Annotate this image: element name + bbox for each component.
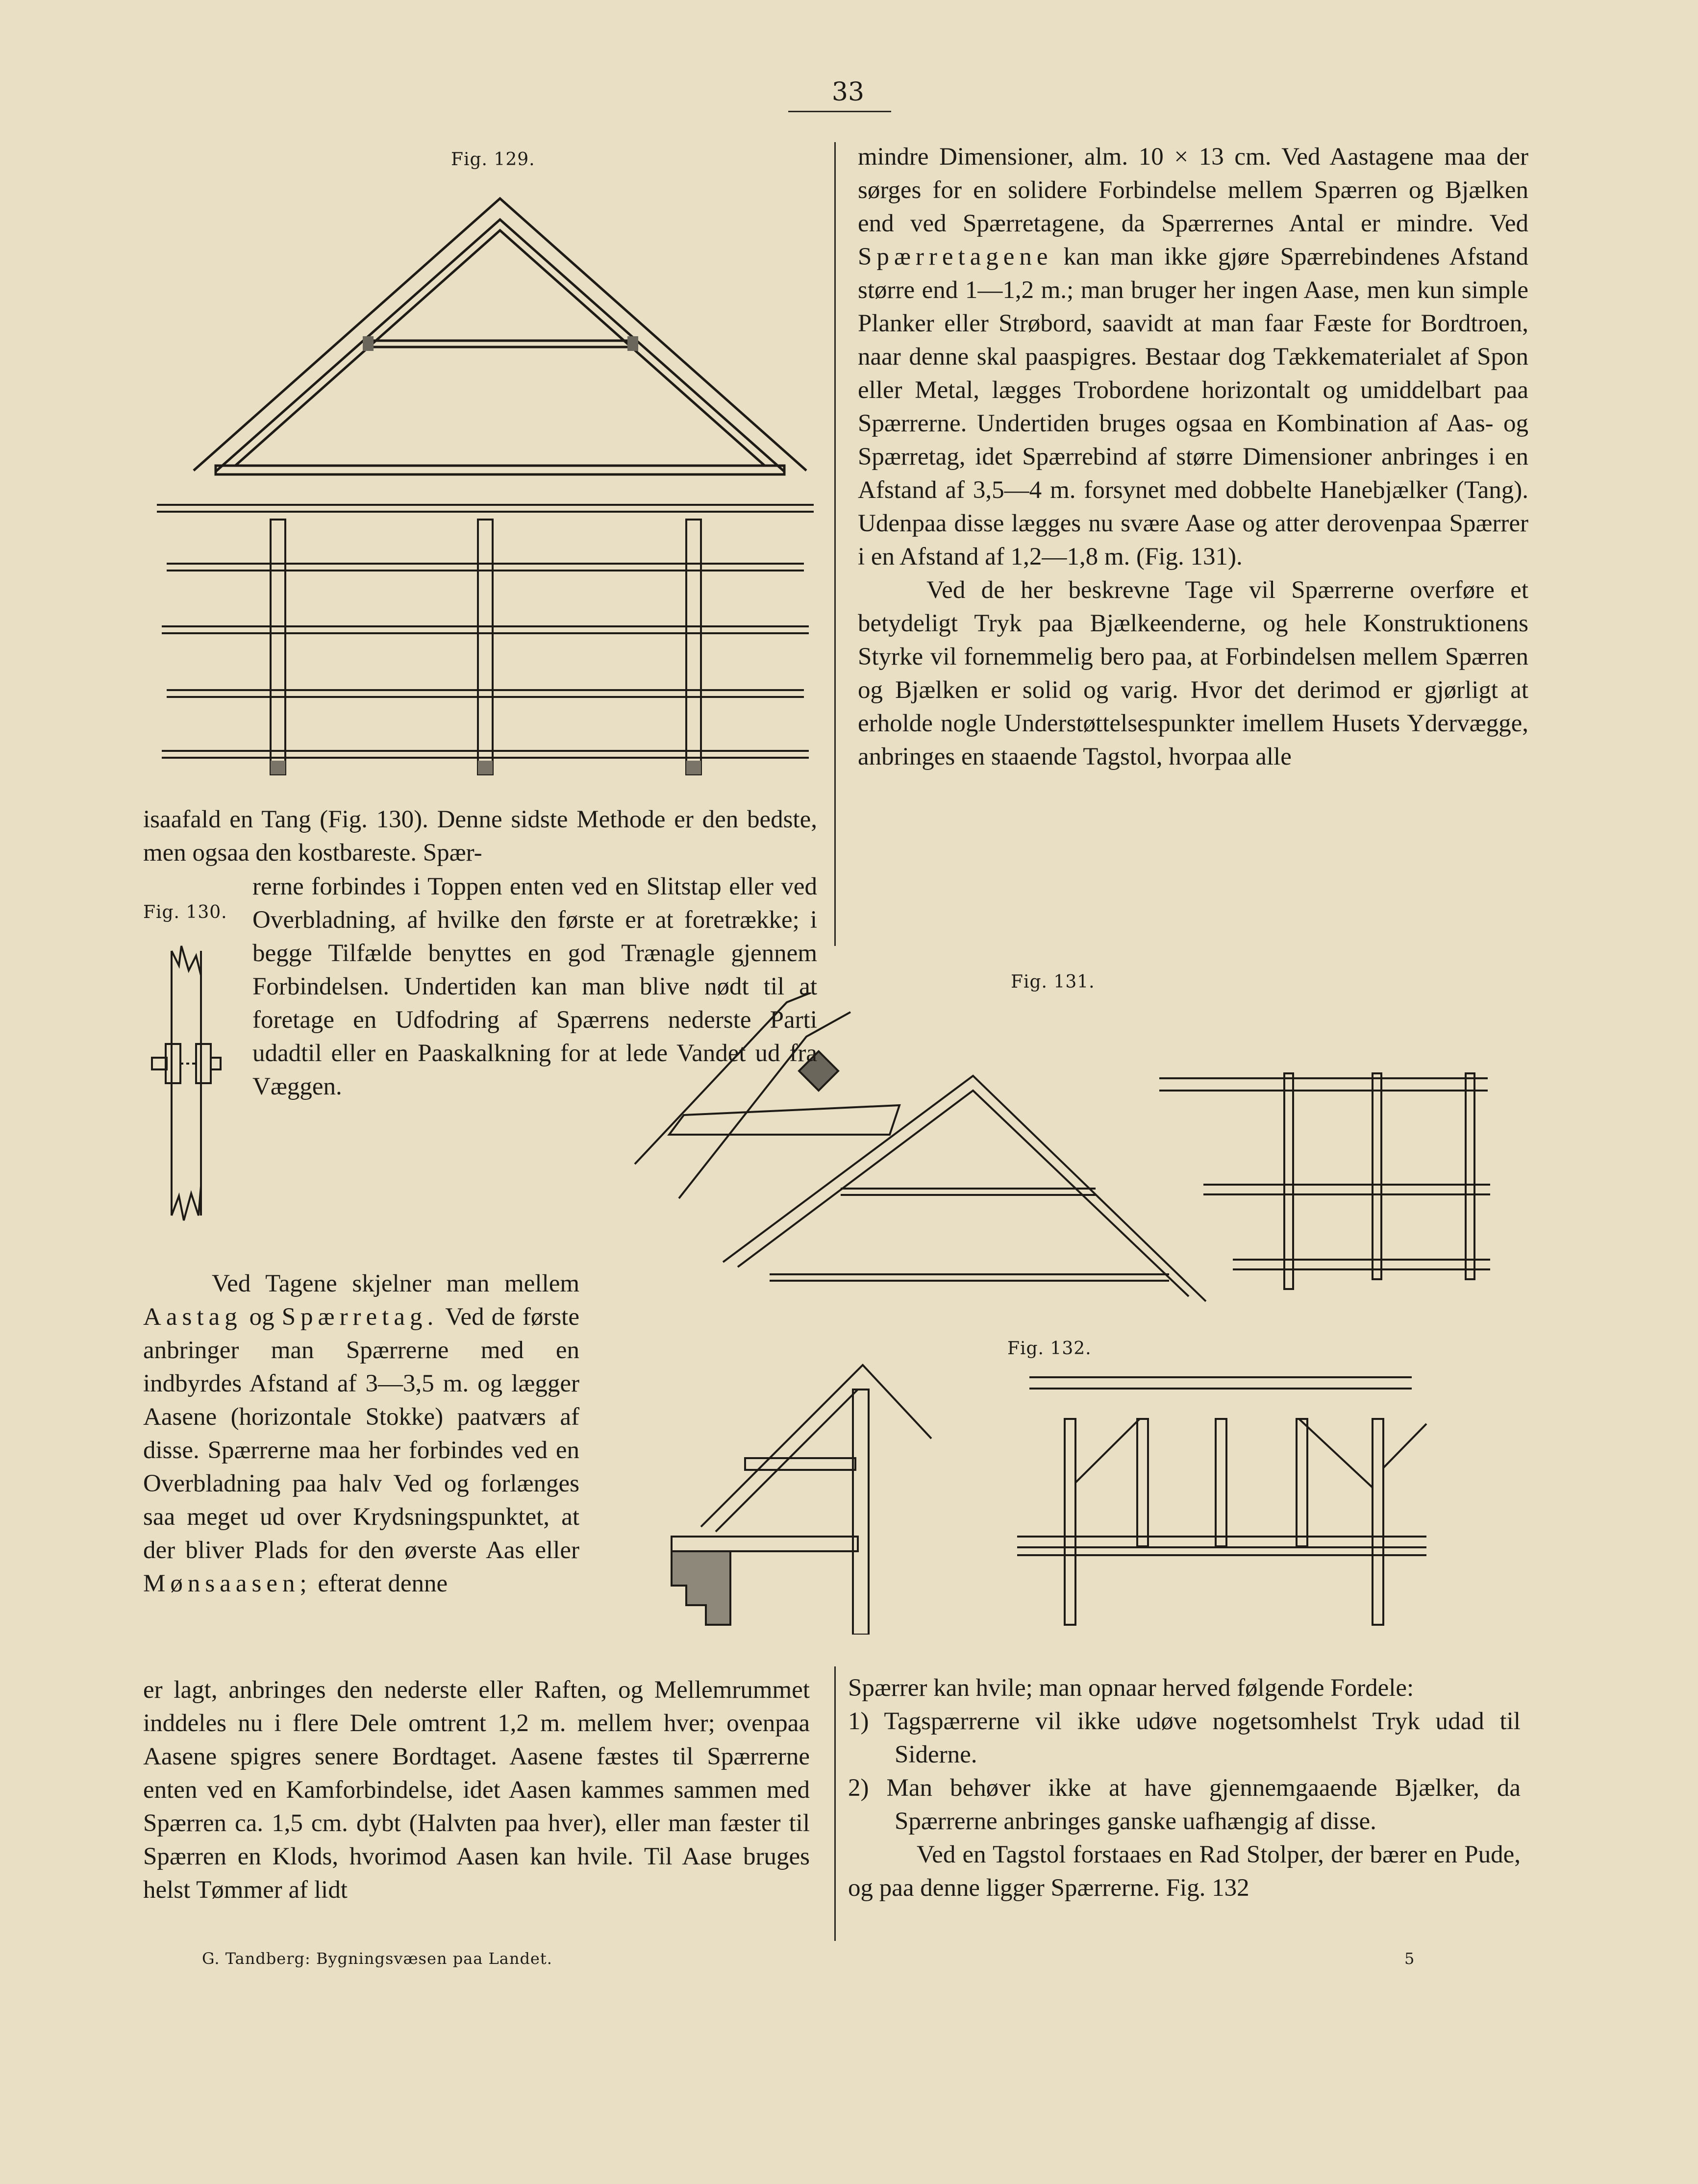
left-text-block-2 xyxy=(252,870,817,1103)
left-paragraph-2: rerne forbindes i Toppen enten ved en Slitstap eller ved Overbladning, af hvilke den første er at foretrække; i begge Tilfælde benyttes en god Trænagle gjennem Forbindelsen. Undertiden kan man blive nødt til at foretage en Udfodring af Spærrens nederste Parti udadtil eller en Paaskalkning for at lede Vandet ud fra Væggen. xyxy=(252,873,817,1100)
right-paragraph-1: mindre Dimensioner, alm. 10 × 13 cm. Ved Aastagene maa der sørges for en solidere Forbindelse mellem Spærren og Bjælken end ved Spærretagene, da Spærrernes Antal er mindre. Ved Spærretagene kan man ikke gjøre Spærrebindenes Afstand større end 1—1,2 m.; man bruger her ingen Aase, men kun simple Planker eller Strøbord, saavidt at man faar Fæste for Bordtroen, naar denne skal paaspigres. Bestaar dog Tækkematerialet af Spon eller Metal, lægges Trobordene horizontalt og umiddelbart paa Spærrerne. Undertiden bruges ogsaa en Kombination af Aas- og Spærretag, idet Spærrebind af større Dimensioner anbringes i en Afstand af 3,5—4 m. forsynet med dobbelte Hanebjælker (Tang). Udenpaa disse lægges nu svære Aase og atter derovenpaa Spærrer i en Afstand af 1,2—1,8 m. (Fig. 131). xyxy=(858,143,1528,571)
left-text-block-4 xyxy=(143,1673,810,1907)
column-rule-bottom xyxy=(834,1666,836,1941)
fig129-roof-truss-and-plan xyxy=(157,191,814,784)
right-text-block-1 xyxy=(858,140,1528,773)
fig129-caption: Fig. 129. xyxy=(451,149,535,170)
footer-signature-mark: 5 xyxy=(1404,1949,1415,1968)
right-text-block-2 xyxy=(848,1671,1521,1905)
fig132-caption: Fig. 132. xyxy=(1007,1339,1092,1359)
list-item-2: 2) Man behøver ikke at have gjennemgaaende Bjælker, da Spærrerne anbringes ganske uafhængig af disse. xyxy=(848,1774,1521,1835)
right-paragraph-3: Spærrer kan hvile; man opnaar herved følgende Fordele: xyxy=(848,1674,1414,1702)
page-number-rule xyxy=(788,111,891,112)
fig130-caption: Fig. 130. xyxy=(143,902,227,922)
footer-citation: G. Tandberg: Bygningsvæsen paa Landet. xyxy=(202,1949,552,1968)
fig132-roof-with-posts xyxy=(652,1360,1431,1635)
right-paragraph-2: Ved de her beskrevne Tage vil Spærrerne overføre et betydeligt Tryk paa Bjælkeenderne, og hele Konstruktionens Styrke vil fornemmelig bero paa, at Forbindelsen mellem Spærren og Bjælken er solid og varig. Hvor det derimod er gjørligt at erholde nogle Understøttelsespunkter imellem Husets Ydervægge, anbringes en staaende Tagstol, hvorpaa alle xyxy=(858,576,1528,770)
list-item-1: 1) Tagspærrerne vil ikke udøve nogetsomhelst Tryk udad til Siderne. xyxy=(848,1708,1521,1768)
fig130-rafter-joint xyxy=(142,941,230,1225)
left-paragraph-1: isaafald en Tang (Fig. 130). Denne sidste Methode er den bedste, men ogsaa den kostbareste. Spær- xyxy=(143,806,817,867)
right-paragraph-4: Ved en Tagstol forstaaes en Rad Stolper, der bærer en Pude, og paa denne ligger Spærrerne. Fig. 132 xyxy=(848,1841,1521,1902)
left-paragraph-3: Ved Tagene skjelner man mellem Aastag og Spærretag. Ved de første anbringer man Spærrerne med en indbyrdes Afstand af 3—3,5 m. og lægger Aasene (horizontale Stokke) paatværs af disse. Spærrerne maa her forbindes ved en Overbladning paa halv Ved og forlænges saa meget ud over Krydsningspunktet, at der bliver Plads for den øverste Aas eller Mønsaasen; efterat denne xyxy=(143,1270,579,1597)
left-text-block-3 xyxy=(143,1267,579,1600)
left-text-block-1 xyxy=(143,803,817,869)
page-number: 33 xyxy=(831,77,865,107)
fig131-caption: Fig. 131. xyxy=(1011,972,1095,992)
column-rule-top xyxy=(834,142,836,946)
left-paragraph-4: er lagt, anbringes den nederste eller Raften, og Mellemrummet inddeles nu i flere Dele omtrent 1,2 m. mellem hver; ovenpaa Aasene spigres senere Bordtaget. Aasene fæstes til Spærrerne enten ved en Kamforbindelse, idet Aasen kammes sammen med Spærren ca. 1,5 cm. dybt (Halvten paa hver), eller man fæster til Spærren en Klods, hvorimod Aasen kan hvile. Til Aase bruges helst Tømmer af lidt xyxy=(143,1676,810,1904)
